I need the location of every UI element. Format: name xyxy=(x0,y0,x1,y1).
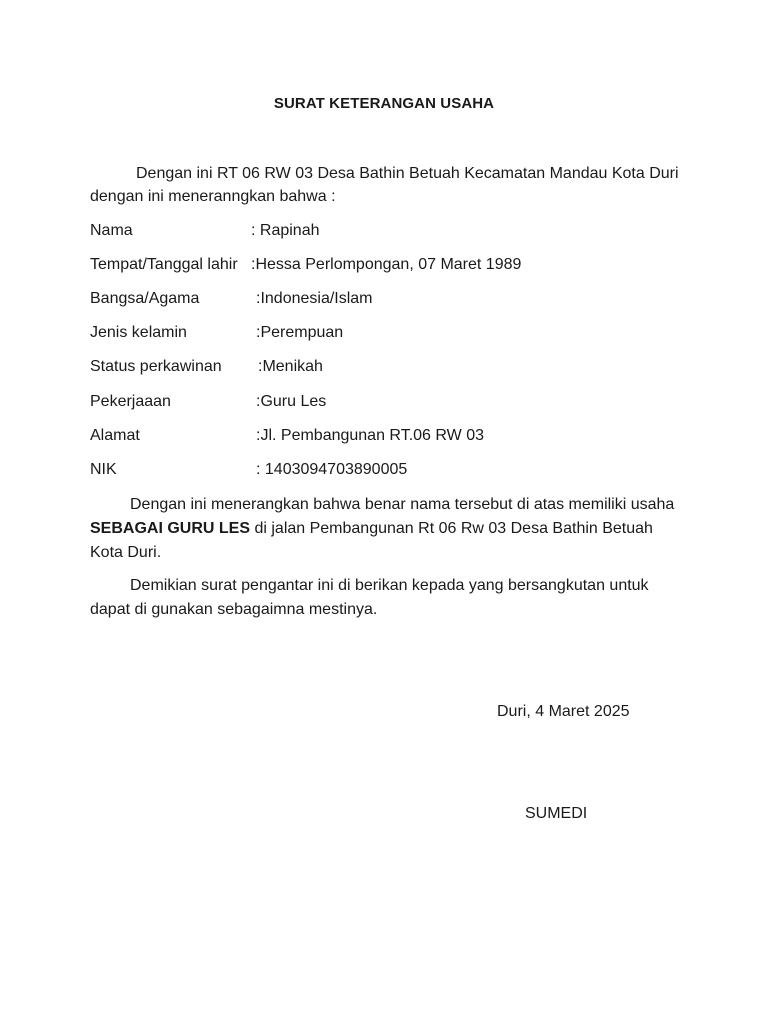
business-type-emphasis: SEBAGAI GURU LES xyxy=(90,520,251,537)
field-value: :Jl. Pembangunan RT.06 RW 03 xyxy=(256,427,484,444)
field-label: Bangsa/Agama xyxy=(90,290,200,307)
business-location-text: di jalan Pembangunan Rt 06 Rw 03 Desa Bathin Betuah Kota Duri. xyxy=(90,520,653,561)
field-label: Status perkawinan xyxy=(90,358,222,375)
closing-paragraph xyxy=(90,574,690,622)
field-value: : Rapinah xyxy=(251,222,320,239)
field-value: :Perempuan xyxy=(256,324,344,341)
signer-name: SUMEDI xyxy=(525,805,588,822)
field-value: :Indonesia/Islam xyxy=(256,290,373,307)
business-statement-paragraph xyxy=(90,493,690,565)
field-value: : 1403094703890005 xyxy=(256,461,408,478)
business-statement-text: Dengan ini menerangkan bahwa benar nama tersebut di atas memiliki usaha xyxy=(130,496,675,513)
field-label: NIK xyxy=(90,461,117,478)
field-label: Nama xyxy=(90,222,133,239)
field-label: Pekerjaaan xyxy=(90,393,171,410)
document-title: SURAT KETERANGAN USAHA xyxy=(273,95,495,112)
field-label: Jenis kelamin xyxy=(90,324,187,341)
place-and-date: Duri, 4 Maret 2025 xyxy=(497,703,630,720)
field-value: :Menikah xyxy=(258,358,323,375)
field-label: Alamat xyxy=(90,427,140,444)
field-value: :Hessa Perlompongan, 07 Maret 1989 xyxy=(251,256,522,273)
intro-paragraph xyxy=(90,162,690,208)
field-label: Tempat/Tanggal lahir xyxy=(90,256,238,273)
intro-text: Dengan ini RT 06 RW 03 Desa Bathin Betuah Kecamatan Mandau Kota Duri dengan ini meneranngkan bahwa : xyxy=(90,165,679,205)
field-value: :Guru Les xyxy=(256,393,327,410)
closing-text: Demikian surat pengantar ini di berikan kepada yang bersangkutan untuk dapat di gunakan sebagaimna mestinya. xyxy=(90,577,649,618)
